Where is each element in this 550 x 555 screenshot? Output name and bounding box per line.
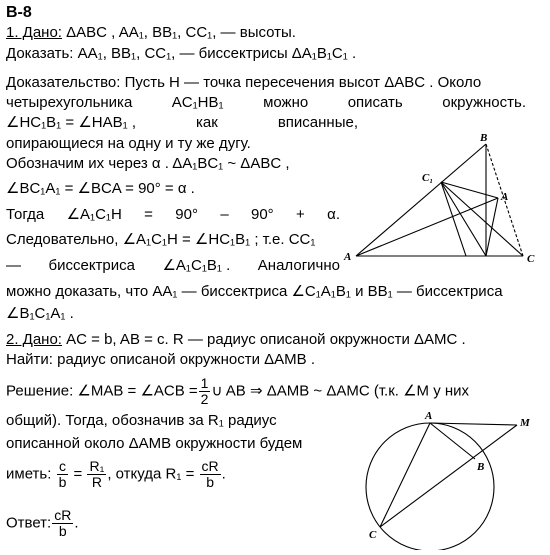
proof-line-6: ∠BC₁A₁ = ∠BCA = 90° = α . bbox=[6, 180, 195, 197]
label-a1: A bbox=[501, 191, 509, 203]
text: , откуда R₁ = bbox=[107, 465, 195, 483]
segment-a1b1 bbox=[486, 198, 498, 256]
text: Решение: ∠MAB = ∠ACB = bbox=[6, 382, 198, 400]
word: вписанные, bbox=[277, 114, 358, 131]
proof-line-5: Обозначим их через α . ΔA₁BC₁ ~ ΔABC , bbox=[6, 155, 290, 172]
side-ab bbox=[356, 144, 486, 256]
proof-line-1: Доказательство: Пусть H — точка пересечения высот ΔABC . Около bbox=[6, 74, 482, 91]
fraction-cr-over-b bbox=[200, 459, 221, 490]
word: α. bbox=[327, 206, 340, 223]
fraction-half bbox=[199, 376, 211, 407]
word: Тогда bbox=[6, 206, 45, 223]
figure-circle-tangent bbox=[345, 410, 545, 550]
proof-line-4: опирающиеся на одну и ту же дугу. bbox=[6, 135, 251, 152]
word: описать bbox=[347, 94, 403, 111]
solution-line-2: общий). Тогда, обозначив за R₁ радиус bbox=[6, 412, 277, 429]
denominator: b bbox=[206, 474, 214, 490]
problem2-given bbox=[6, 331, 466, 349]
fraction-c-over-b bbox=[57, 459, 69, 490]
given-label: 1. Дано: bbox=[6, 24, 62, 41]
numerator: 1 bbox=[200, 375, 209, 391]
altitude-aa1 bbox=[356, 198, 498, 256]
label-a: A bbox=[425, 410, 433, 422]
numerator: R₁ bbox=[89, 458, 105, 474]
text: ∪ AB ⇒ ΔAMB ~ ΔAMC (т.к. ∠M у них bbox=[211, 382, 470, 400]
word: Аналогично bbox=[257, 257, 340, 274]
text: . bbox=[74, 514, 79, 532]
word: окружность. bbox=[442, 94, 526, 111]
denominator: 2 bbox=[200, 391, 209, 407]
label-c: C bbox=[527, 253, 535, 265]
fraction-answer bbox=[52, 508, 73, 539]
given-text: ΔABC , AA₁, BB₁, CC₁, — высоты. bbox=[61, 24, 296, 41]
word: — bbox=[6, 257, 21, 274]
label-m: M bbox=[520, 417, 530, 429]
proof-line-7 bbox=[6, 206, 340, 224]
word: можно bbox=[263, 94, 309, 111]
word: – bbox=[220, 206, 229, 223]
word: AC₁HB₁ bbox=[171, 94, 224, 111]
word: 90° bbox=[251, 206, 274, 223]
proof-line-3 bbox=[6, 114, 358, 132]
solution-line-4: иметь: $\frac{c}{b}$ = $\frac{\text{R₁}}{R}$ , откуда R₁ = $\frac{cR}{b}$ . bbox=[6, 458, 226, 490]
problem1-given bbox=[6, 24, 296, 42]
proof-line-10: можно доказать, что AA₁ — биссектриса ∠C₁A₁B₁ и BB₁ — биссектриса bbox=[6, 283, 503, 300]
word: + bbox=[296, 206, 305, 223]
text: . bbox=[221, 465, 226, 483]
denominator: b bbox=[58, 474, 67, 490]
fraction-r1-over-r bbox=[87, 459, 106, 490]
word: как bbox=[196, 114, 218, 131]
word: ∠A₁C₁B₁ . bbox=[162, 257, 231, 274]
denominator: R bbox=[91, 474, 102, 490]
proof-line-2 bbox=[6, 94, 526, 112]
word: ∠HC₁B₁ = ∠HAB₁ , bbox=[6, 114, 137, 131]
word: 90° bbox=[175, 206, 198, 223]
denominator: b bbox=[58, 523, 67, 539]
label-c1: C₁ bbox=[422, 172, 434, 184]
numerator: c bbox=[57, 459, 69, 475]
proof-line-8: Следовательно, ∠A₁C₁H = ∠HC₁B₁ ; т.е. CC₁ bbox=[6, 231, 316, 248]
section-header: B-8 bbox=[6, 4, 32, 21]
figure-triangle-altitudes bbox=[338, 130, 548, 270]
word: биссектриса bbox=[48, 257, 135, 274]
proof-line-11: ∠B₁C₁A₁ . bbox=[6, 305, 74, 322]
given-label: 2. Дано: bbox=[6, 331, 62, 348]
secant-mc bbox=[380, 425, 517, 527]
numerator: cR bbox=[54, 507, 72, 523]
label-b: B bbox=[480, 132, 488, 144]
answer-line bbox=[6, 508, 79, 539]
text: иметь: bbox=[6, 465, 52, 483]
numerator: cR bbox=[201, 458, 219, 474]
chord-ab bbox=[430, 423, 475, 459]
word: = bbox=[144, 206, 153, 223]
word: ∠A₁C₁H bbox=[66, 206, 122, 223]
label-a: A bbox=[344, 251, 352, 263]
solution-line-3: описанной около ΔAMB окружности будем bbox=[6, 435, 303, 452]
circumcircle bbox=[366, 423, 494, 550]
proof-line-9 bbox=[6, 257, 340, 275]
answer-label: Ответ: bbox=[6, 514, 52, 532]
word: четырехугольника bbox=[6, 94, 133, 111]
solution-line-1 bbox=[6, 376, 469, 407]
given-text: AC = b, AB = c. R — радиус описаной окружности ΔAMC . bbox=[61, 331, 466, 348]
label-c: C bbox=[369, 529, 377, 541]
problem2-find: Найти: радиус описаной окружности ΔAMB . bbox=[6, 351, 315, 368]
label-b: B bbox=[477, 461, 485, 473]
problem1-prove: Доказать: AA₁, BB₁, CC₁, — биссектрисы ΔA₁B₁C₁ . bbox=[6, 45, 357, 62]
